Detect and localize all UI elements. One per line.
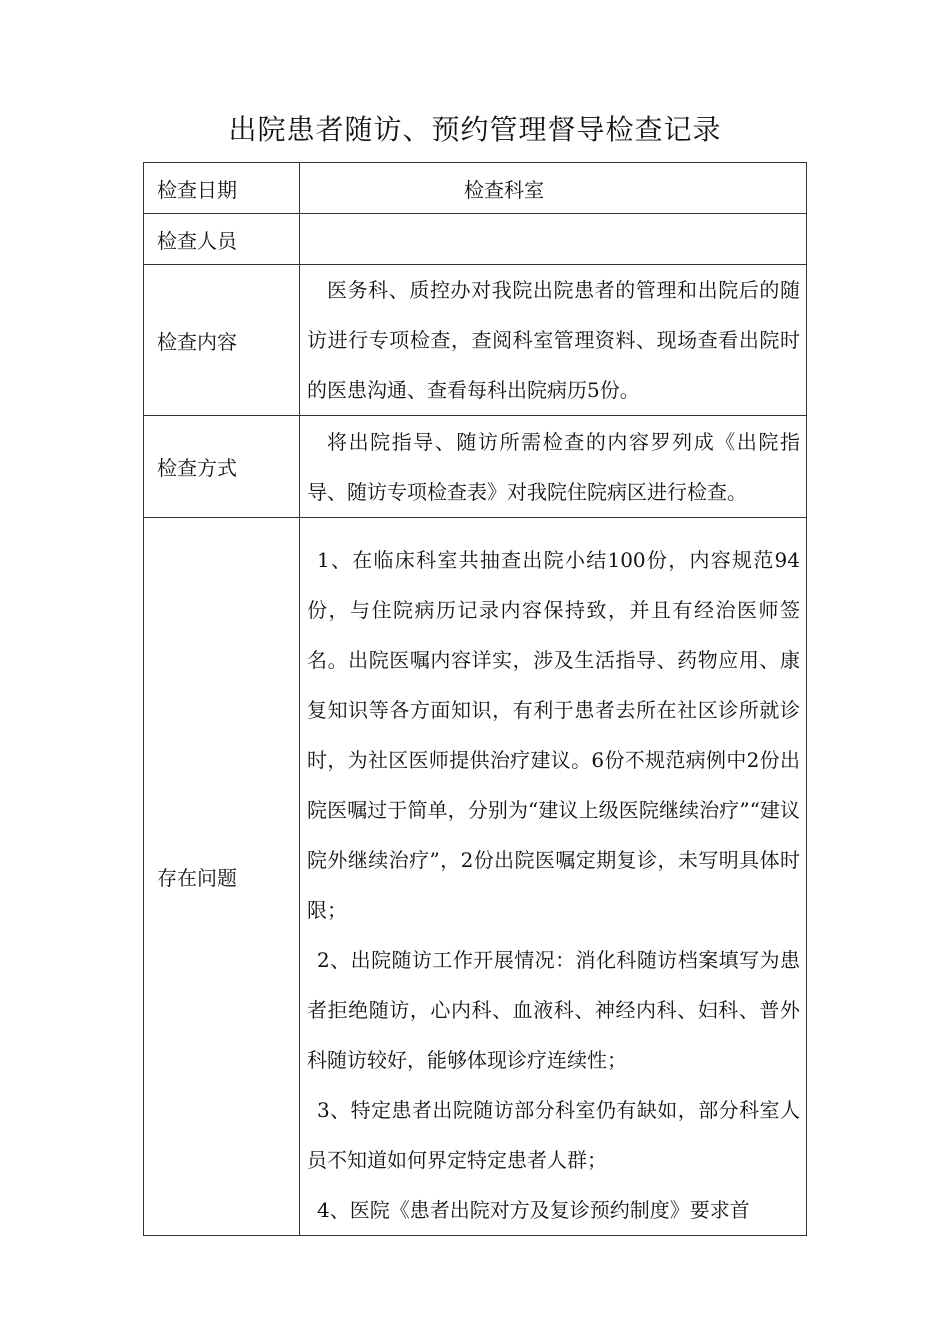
table-row-staff: [144, 214, 807, 265]
date-cell: [300, 163, 807, 214]
method-cell: [300, 416, 807, 518]
issue-item-4: 4、医院《患者出院对方及复诊预约制度》要求首: [317, 1198, 750, 1222]
table-row-issues: [144, 518, 807, 1236]
staff-label: 检查人员: [144, 214, 300, 265]
issues-label: 存在问题: [144, 518, 300, 1236]
content-label: 检查内容: [144, 265, 300, 416]
date-label: 检查日期: [144, 163, 300, 214]
inspection-record-table: [143, 162, 807, 1236]
page-title: 出院患者随访、预约管理督导检查记录: [228, 113, 722, 146]
issue-item-1: 1、在临床科室共抽查出院小结100份，内容规范94份，与住院病历记录内容保持致，并且有经治医师签名。出院医嘱内容详实，涉及生活指导、药物应用、康复知识等各方面知识，有利于患者去所在社区诊所就诊时，为社区医师提供治疗建议。6份不规范病例中2份出院医嘱过于简单，分别为“建议上级医院继续治疗”“建议院外继续治疗”，2份出院医嘱定期复诊，未写明具体时限；: [307, 548, 800, 922]
issue-item-3: 3、特定患者出院随访部分科室仍有缺如，部分科室人员不知道如何界定特定患者人群；: [307, 1098, 800, 1172]
table-row-method: [144, 416, 807, 518]
content-cell: [300, 265, 807, 416]
staff-value: [300, 214, 807, 265]
method-label: 检查方式: [144, 416, 300, 518]
method-text: 将出院指导、随访所需检查的内容罗列成《出院指导、随访专项检查表》对我院住院病区进行检查。: [307, 429, 800, 504]
dept-label: 检查科室: [464, 177, 544, 202]
content-text: 医务科、质控办对我院出院患者的管理和出院后的随访进行专项检查，查阅科室管理资料、现场查看出院时的医患沟通、查看每科出院病历5份。: [307, 278, 800, 402]
table-row-content: [144, 265, 807, 416]
table-row-date: [144, 163, 807, 214]
issues-cell: [300, 518, 807, 1236]
issue-item-2: 2、出院随访工作开展情况：消化科随访档案填写为患者拒绝随访，心内科、血液科、神经内科、妇科、普外科随访较好，能够体现诊疗连续性；: [307, 948, 800, 1072]
